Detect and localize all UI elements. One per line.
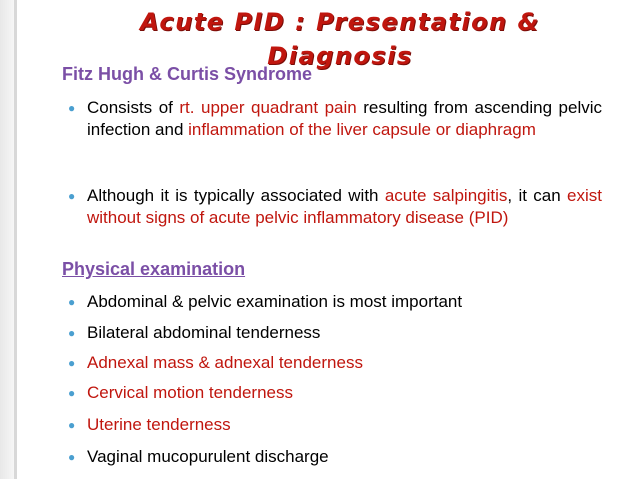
section-heading-physical-exam: Physical examination [62,259,246,279]
list-item-text: Uterine tenderness [87,415,231,434]
bullet-dot-icon: ● [68,295,76,309]
bullet-dot-icon: ● [68,356,76,370]
list-item-text [87,97,602,141]
bullet-dot-icon: ● [68,418,76,432]
list-item [62,291,602,313]
bullet-dot-icon: ● [68,386,76,400]
text-segment: Consists of [87,98,180,117]
section-heading-fitz-hugh: Fitz Hugh & Curtis Syndrome [62,64,313,84]
bullet-dot-icon: ● [68,101,76,115]
highlight-text: rt. upper quadrant pain [179,98,357,117]
bullet-dot-icon: ● [68,326,76,340]
text-segment: Although it is typically associated with [87,186,385,205]
list-item [62,185,602,229]
left-decorative-bar [0,0,14,479]
list-item [62,446,602,468]
list-item-text: Cervical motion tenderness [87,383,293,402]
list-item [62,414,602,436]
list-item-text: Abdominal & pelvic examination is most important [87,292,463,311]
highlight-text: inflammation of the liver capsule or diaphragm [188,120,536,139]
highlight-text: exist without signs of acute pelvic inflammatory disease (PID) [87,186,602,227]
list-item-text [87,185,602,229]
list-item [62,322,602,344]
left-bar-edge [14,0,17,479]
list-item-text: Adnexal mass & adnexal tenderness [87,353,363,372]
highlight-text: acute salpingitis [384,186,508,205]
list-item [62,382,602,404]
text-segment: , it can [507,186,568,205]
list-item-text: Bilateral abdominal tenderness [87,323,321,342]
bullet-dot-icon: ● [68,450,76,464]
slide-title-line1: Acute PID : Presentation & [140,8,540,36]
list-item [62,352,602,374]
slide-title-line2: Diagnosis [267,42,413,70]
text-segment: resulting from ascending pelvic infection and [87,98,602,139]
list-item-text: Vaginal mucopurulent discharge [87,447,329,466]
bullet-dot-icon: ● [68,189,76,203]
list-item [62,97,602,141]
